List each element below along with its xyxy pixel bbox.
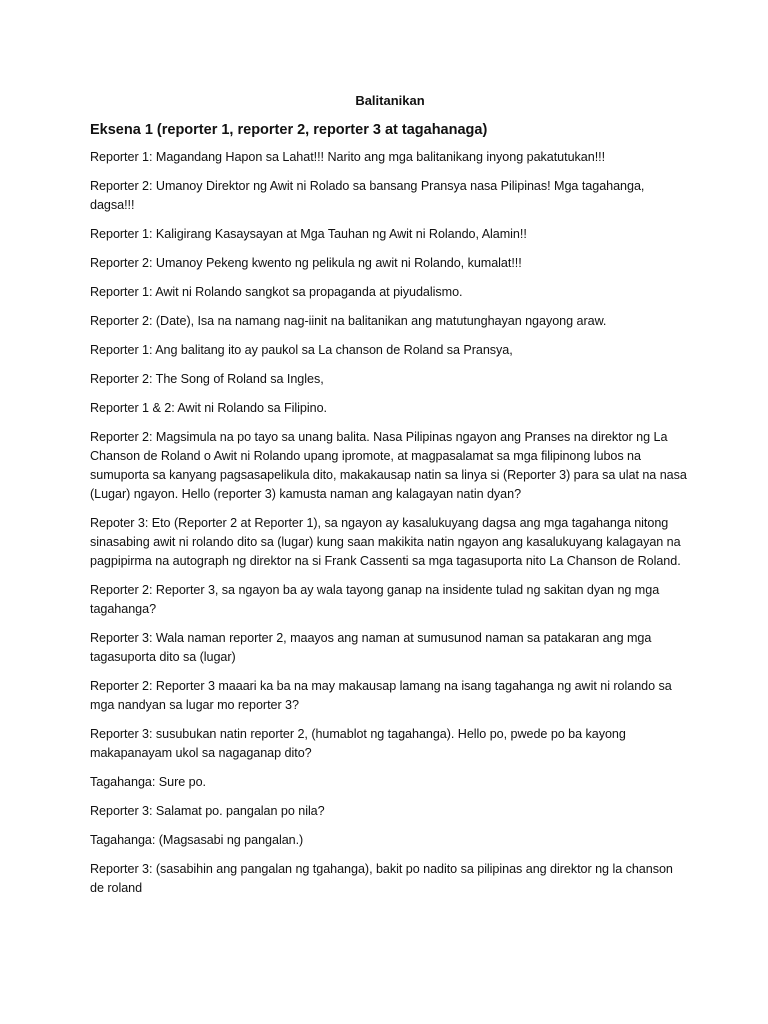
dialogue-line-1: Reporter 1: Magandang Hapon sa Lahat!!! Narito ang mga balitanikang inyong pakatutukan!!!: [90, 150, 606, 164]
dialogue-line-15: Reporter 3: susubukan natin reporter 2, (humablot ng tagahanga). Hello po, pwede po ba kayong makapanayam ukol sa nagaganap dito?: [90, 727, 626, 760]
dialogue-line-14: Reporter 2: Reporter 3 maaari ka ba na may makausap lamang na isang tagahanga ng awit ni rolando sa mga nandyan sa lugar mo reporter 3?: [90, 679, 672, 712]
dialogue-line-2: Reporter 2: Umanoy Direktor ng Awit ni Rolado sa bansang Pransya nasa Pilipinas! Mga tagahanga, dagsa!!!: [90, 179, 645, 212]
document-title: Balitanikan: [355, 93, 425, 108]
dialogue-line-4: Reporter 2: Umanoy Pekeng kwento ng pelikula ng awit ni Rolando, kumalat!!!: [90, 256, 522, 270]
dialogue-line-19: Reporter 3: (sasabihin ang pangalan ng tgahanga), bakit po nadito sa pilipinas ang direktor ng la chanson de roland: [90, 862, 673, 895]
document-page: [90, 93, 690, 908]
dialogue-line-6: Reporter 2: (Date), Isa na namang nag-iinit na balitanikan ang matutunghayan ngayong araw.: [90, 314, 607, 328]
dialogue-line-16: Tagahanga: Sure po.: [90, 775, 206, 789]
dialogue-line-10: Reporter 2: Magsimula na po tayo sa unang balita. Nasa Pilipinas ngayon ang Pranses na direktor ng La Chanson de Roland o Awit ni Rolando upang ipromote, at magpasalamat sa mga filipinong lubos na sumuporta sa kanyang pagsasapelikula dito, makakausap natin sa linya si (Reporter 3) para sa ulat na nasa (Lugar) ngayon. Hello (reporter 3) kamusta naman ang kalagayan natin dyan?: [90, 430, 687, 501]
dialogue-line-17: Reporter 3: Salamat po. pangalan po nila?: [90, 804, 325, 818]
dialogue-line-3: Reporter 1: Kaligirang Kasaysayan at Mga Tauhan ng Awit ni Rolando, Alamin!!: [90, 227, 527, 241]
dialogue-line-8: Reporter 2: The Song of Roland sa Ingles,: [90, 372, 324, 386]
dialogue-line-9: Reporter 1 & 2: Awit ni Rolando sa Filipino.: [90, 401, 327, 415]
dialogue-line-7: Reporter 1: Ang balitang ito ay paukol sa La chanson de Roland sa Pransya,: [90, 343, 513, 357]
dialogue-line-12: Reporter 2: Reporter 3, sa ngayon ba ay wala tayong ganap na insidente tulad ng sakitan dyan ng mga tagahanga?: [90, 583, 660, 616]
dialogue-line-5: Reporter 1: Awit ni Rolando sangkot sa propaganda at piyudalismo.: [90, 285, 463, 299]
scene-heading: Eksena 1 (reporter 1, reporter 2, reporter 3 at tagahanaga): [90, 122, 488, 138]
dialogue-line-11: Repoter 3: Eto (Reporter 2 at Reporter 1), sa ngayon ay kasalukuyang dagsa ang mga tagahanga nitong sinasabing awit ni rolando dito sa (lugar) kung saan makikita natin ngayon ang kasalukuyang kalagayan na pagpipirma na autograph ng direktor na si Frank Cassenti sa mga tagasuporta nito La Chanson de Roland.: [90, 516, 681, 568]
dialogue-line-18: Tagahanga: (Magsasabi ng pangalan.): [90, 833, 304, 847]
dialogue-line-13: Reporter 3: Wala naman reporter 2, maayos ang naman at sumusunod naman sa patakaran ang mga tagasuporta dito sa (lugar): [90, 631, 652, 664]
